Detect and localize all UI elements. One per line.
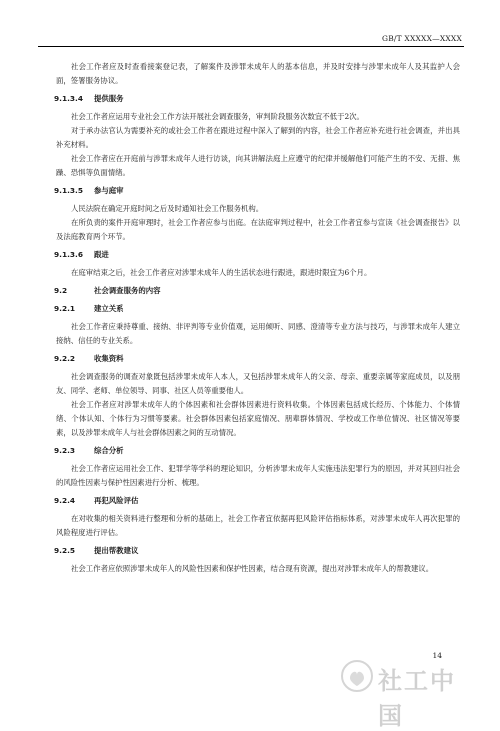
section-number: 9.2.3: [54, 446, 76, 455]
section-number: 9.2.1: [54, 304, 76, 313]
section-number: 9.2.2: [54, 354, 76, 363]
paragraph: 社会工作者应及时查看接案登记表，了解案件及涉罪未成年人的基本信息，并及时安排与涉罪未成年人及其监护人会面，签署服务协议。: [56, 62, 460, 85]
paragraph: 社会工作者应运用专业社会工作方法开展社会调查服务，审判阶段服务次数宜不低于2次。: [71, 112, 364, 121]
section-number: 9.2.5: [54, 546, 76, 555]
section-title: 建立关系: [94, 304, 124, 313]
watermark-emblem-icon: [340, 659, 374, 693]
section-title: 参与庭审: [94, 186, 124, 195]
section-title: 社会调查服务的内容: [94, 286, 161, 295]
paragraph: 在所负责的案件开庭审理时，社会工作者应参与出庭。在法庭审判过程中，社会工作者宜参与宣读《社会调查报告》以及法庭教育两个环节。: [56, 218, 460, 241]
paragraph: 社会工作者应对涉罪未成年人的个体因素和社会群体因素进行资料收集。个体因素包括成长经历、个体能力、个体情绪、个体认知、个体行为习惯等要素。社会群体因素包括家庭情况、朋辈群体情况、学校或工作单位情况、社区情况等要素，以及涉罪未成年人与社会群体因素之间的互动情况。: [56, 400, 460, 437]
section-heading-9-2-5: [54, 544, 460, 558]
section-heading-9-2-1: [54, 302, 460, 316]
paragraph: 在庭审结束之后，社会工作者应对涉罪未成年人的生活状态进行跟进，跟进时限宜为6个月。: [71, 268, 372, 277]
section-heading-9-2-3: [54, 444, 460, 458]
section-heading-9-1-3-4: [54, 92, 460, 106]
paragraph: 人民法院在确定开庭时间之后及时通知社会工作服务机构。: [71, 204, 264, 213]
paragraph: 社会工作者应依照涉罪未成年人的风险性因素和保护性因素，结合现有资源，提出对涉罪未成年人的帮教建议。: [71, 564, 434, 573]
paragraph: 社会工作者应运用社会工作、犯罪学等学科的理论知识，分析涉罪未成年人实施违法犯罪行为的原因，并对其回归社会的风险性因素与保护性因素进行分析、梳理。: [56, 464, 460, 487]
section-title: 跟进: [94, 250, 109, 259]
paragraph: 对于承办法官认为需要补充的或社会工作者在跟进过程中深入了解到的内容，社会工作者应补充进行社会调查，并出具补充材料。: [56, 126, 460, 149]
section-number: 9.1.3.5: [54, 186, 83, 195]
section-heading-9-2-4: [54, 494, 460, 508]
document-code-header: GB/T XXXXX—XXXX: [382, 34, 462, 43]
paragraph: 在对收集的相关资料进行整理和分析的基础上，社会工作者宜依据再犯风险评估指标体系，对涉罪未成年人再次犯罪的风险程度进行评估。: [56, 514, 460, 537]
section-number: 9.2: [54, 286, 68, 295]
watermark-text: 社工中国: [378, 667, 456, 730]
section-title: 提供服务: [94, 94, 124, 103]
section-number: 9.1.3.6: [54, 250, 83, 259]
section-heading-9-1-3-6: [54, 248, 460, 262]
header-rule: [38, 46, 464, 47]
section-title: 再犯风险评估: [94, 496, 139, 505]
section-title: 提出帮教建议: [94, 546, 139, 555]
page-body: [56, 60, 460, 576]
section-title: 收集资料: [94, 354, 124, 363]
paragraph: 社会调查服务的调查对象既包括涉罪未成年人本人，又包括涉罪未成年人的父亲、母亲、重要亲属等家庭成员，以及朋友、同学、老师、单位领导、同事、社区人员等重要他人。: [56, 372, 460, 395]
paragraph: 社会工作者应秉持尊重、接纳、非评判等专业价值观，运用倾听、同感、澄清等专业方法与技巧，与涉罪未成年人建立接纳、信任的专业关系。: [56, 322, 460, 345]
section-heading-9-1-3-5: [54, 184, 460, 198]
section-heading-9-2: [54, 284, 460, 298]
watermark-logo: [340, 659, 476, 730]
paragraph: 社会工作者应在开庭前与涉罪未成年人进行访谈，向其讲解法庭上应遵守的纪律并缓解他们可能产生的不安、无措、焦躁、恐惧等负面情绪。: [56, 154, 460, 177]
section-number: 9.2.4: [54, 496, 76, 505]
section-title: 综合分析: [94, 446, 124, 455]
section-heading-9-2-2: [54, 352, 460, 366]
page-number: 14: [432, 651, 442, 660]
section-number: 9.1.3.4: [54, 94, 83, 103]
